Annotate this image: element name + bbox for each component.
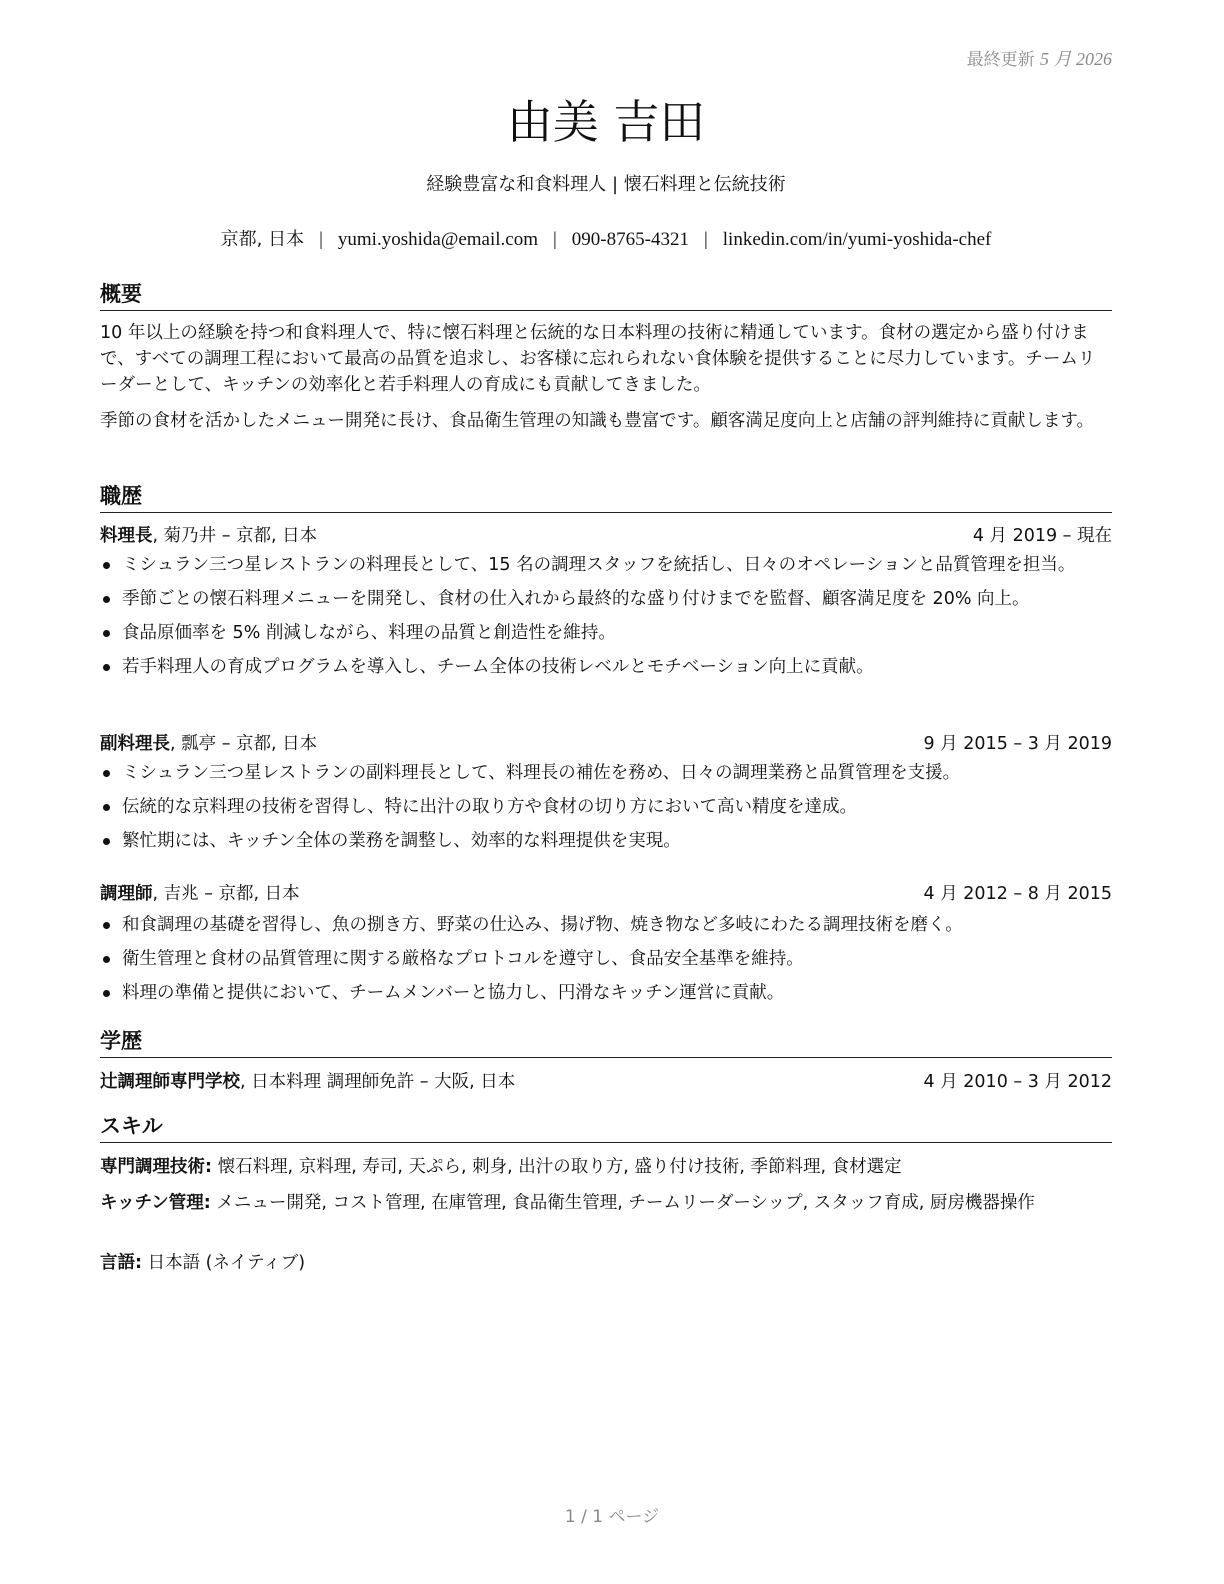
skill-label: 言語: xyxy=(100,1253,142,1273)
job-header xyxy=(100,880,1112,906)
skill-label: 専門調理技術: xyxy=(100,1157,212,1177)
job-title: 調理師 xyxy=(100,884,153,904)
job-title-line xyxy=(100,880,300,905)
skill-values: 日本語 (ネイティブ) xyxy=(142,1253,306,1273)
job-bullet: 衛生管理と食材の品質管理に関する厳格なプロトコルを遵守し、食品安全基準を維持。 xyxy=(100,946,1112,972)
last-updated-date: 5 月 2026 xyxy=(1040,49,1112,69)
job-dates: 4 月 2019 – 現在 xyxy=(972,526,1112,546)
contact-separator: | xyxy=(703,229,708,250)
last-updated-label: 最終更新 xyxy=(966,50,1035,70)
section-heading-education: 学歴 xyxy=(100,1025,1112,1058)
education-line xyxy=(100,1068,515,1093)
contact-location: 京都, 日本 xyxy=(220,229,305,250)
skill-row xyxy=(100,1190,1112,1216)
tagline: 経験豊富な和食料理人 | 懐石料理と伝統技術 xyxy=(426,174,786,195)
contact-linkedin-link[interactable]: linkedin.com/in/yumi-yoshida-chef xyxy=(722,229,992,250)
job-employer: , 菊乃井 – 京都, 日本 xyxy=(152,526,318,546)
job-bullet: 食品原価率を 5% 削減しながら、料理の品質と創造性を維持。 xyxy=(100,620,1112,646)
last-updated xyxy=(967,45,1112,71)
job-bullet: 繁忙期には、キッチン全体の業務を調整し、効率的な料理提供を実現。 xyxy=(100,828,1112,854)
job-title: 副料理長 xyxy=(100,734,170,754)
job-dates: 9 月 2015 – 3 月 2019 xyxy=(923,734,1112,754)
resume-page xyxy=(100,0,1112,1584)
contact-separator: | xyxy=(552,229,557,250)
section-heading-summary: 概要 xyxy=(100,278,1112,311)
contact-email-link[interactable]: yumi.yoshida@email.com xyxy=(337,229,538,250)
job-title: 料理長 xyxy=(100,526,153,546)
skill-values: 懐石料理, 京料理, 寿司, 天ぷら, 刺身, 出汁の取り方, 盛り付け技術, 季節料理, 食材選定 xyxy=(212,1157,902,1177)
skill-row xyxy=(100,1154,1112,1180)
job-bullet: 和食調理の基礎を習得し、魚の捌き方、野菜の仕込み、揚げ物、焼き物など多岐にわたる調理技術を磨く。 xyxy=(100,912,1112,938)
skill-label: キッチン管理: xyxy=(100,1193,211,1213)
skill-values: メニュー開発, コスト管理, 在庫管理, 食品衛生管理, チームリーダーシップ, スタッフ育成, 厨房機器操作 xyxy=(210,1193,1035,1213)
job-bullet: 伝統的な京料理の技術を習得し、特に出汁の取り方や食材の切り方において高い精度を達成。 xyxy=(100,794,1112,820)
section-heading-experience: 職歴 xyxy=(100,480,1112,513)
education-entry xyxy=(100,1068,1112,1094)
summary-paragraph: 10 年以上の経験を持つ和食料理人で、特に懐石料理と伝統的な日本料理の技術に精通しています。食材の選定から盛り付けまで、すべての調理工程において最高の品質を追求し、お客様に忘れられない食体験を提供することに尽力しています。チームリーダーとして、キッチンの効率化と若手料理人の育成にも貢献してきました。 xyxy=(100,323,1096,395)
contact-phone[interactable]: 090-8765-4321 xyxy=(571,229,689,250)
job-employer: , 瓢亭 – 京都, 日本 xyxy=(170,734,318,754)
job-employer: , 吉兆 – 京都, 日本 xyxy=(152,884,300,904)
person-name: 由美 吉田 xyxy=(506,95,706,149)
education-school: 辻調理師専門学校 xyxy=(100,1072,240,1092)
job-bullet: 若手料理人の育成プログラムを導入し、チーム全体の技術レベルとモチベーション向上に貢献。 xyxy=(100,654,1112,680)
contact-line xyxy=(100,225,1112,251)
summary-paragraph: 季節の食材を活かしたメニュー開発に長け、食品衛生管理の知識も豊富です。顧客満足度向上と店舗の評判維持に貢献します。 xyxy=(100,411,1094,431)
job-title-line xyxy=(100,522,317,547)
job-dates: 4 月 2012 – 8 月 2015 xyxy=(923,884,1112,904)
job-header xyxy=(100,730,1112,756)
skill-row xyxy=(100,1250,1112,1276)
job-bullet-list xyxy=(100,912,1112,1014)
job-bullet: 料理の準備と提供において、チームメンバーと協力し、円滑なキッチン運営に貢献。 xyxy=(100,980,1112,1006)
section-heading-skills: スキル xyxy=(100,1110,1112,1143)
job-bullet: ミシュラン三つ星レストランの料理長として、15 名の調理スタッフを統括し、日々のオペレーションと品質管理を担当。 xyxy=(100,552,1112,578)
job-bullet-list xyxy=(100,760,1112,862)
job-bullet-list xyxy=(100,552,1112,688)
education-detail: , 日本料理 調理師免許 – 大阪, 日本 xyxy=(240,1072,516,1092)
page-number: 1 / 1 ページ xyxy=(564,1507,660,1527)
education-dates: 4 月 2010 – 3 月 2012 xyxy=(923,1072,1112,1092)
job-header xyxy=(100,522,1112,548)
contact-separator: | xyxy=(319,229,323,250)
job-bullet: ミシュラン三つ星レストランの副料理長として、料理長の補佐を務め、日々の調理業務と品質管理を支援。 xyxy=(100,760,1112,786)
job-bullet: 季節ごとの懐石料理メニューを開発し、食材の仕入れから最終的な盛り付けまでを監督、顧客満足度を 20% 向上。 xyxy=(100,586,1112,612)
job-title-line xyxy=(100,730,317,755)
